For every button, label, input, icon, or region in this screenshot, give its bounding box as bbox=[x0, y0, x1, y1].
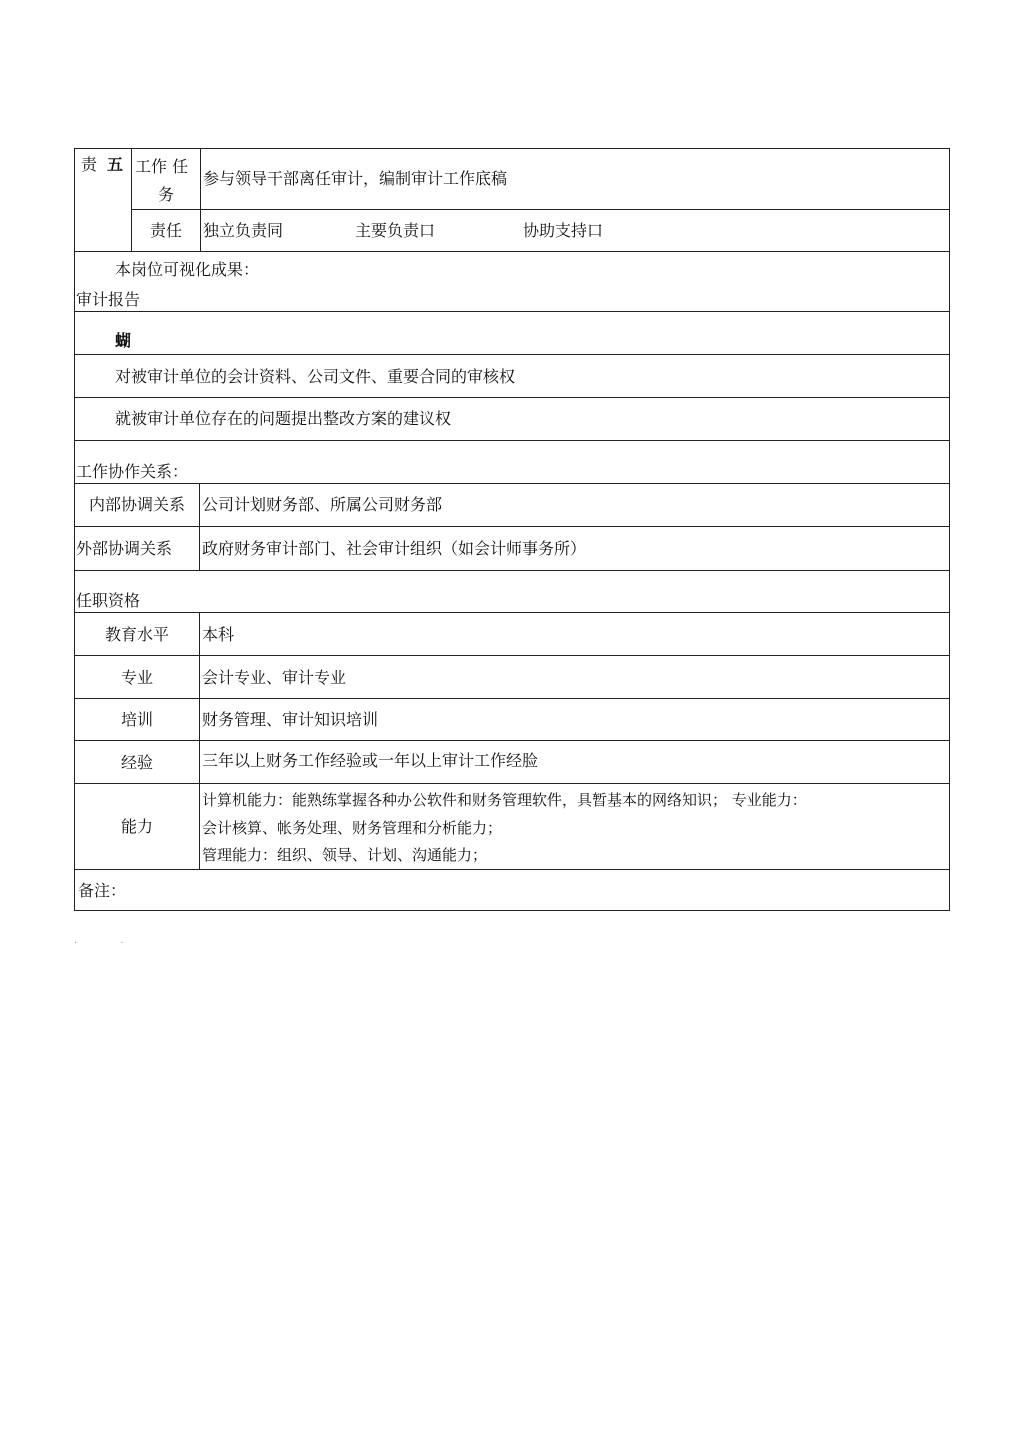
training-row bbox=[75, 698, 949, 740]
visible-results-heading: 本岗位可视化成果： bbox=[115, 260, 260, 279]
major-value: 会计专业、审计专业 bbox=[202, 668, 347, 687]
task-label-cell bbox=[132, 149, 200, 209]
duty5-right bbox=[131, 149, 949, 251]
task-content: 参与领导干部离任审计，编制审计工作底稿 bbox=[203, 169, 508, 188]
job-description-table bbox=[74, 148, 950, 911]
ability-line-3: 管理能力：组织、领导、计划、沟通能力； bbox=[202, 846, 488, 864]
major-value-cell bbox=[199, 656, 949, 698]
resp-option-primary: 主要负责口 bbox=[355, 221, 436, 240]
ability-label: 能力 bbox=[120, 817, 153, 836]
authority-item-2-row bbox=[75, 397, 949, 440]
resp-label: 责任 bbox=[149, 221, 182, 240]
education-row bbox=[75, 612, 949, 655]
authority-item-2: 就被审计单位存在的问题提出整改方案的建议权 bbox=[115, 409, 452, 428]
education-value-cell bbox=[199, 613, 949, 655]
visible-results-row bbox=[75, 251, 949, 311]
remarks-row bbox=[75, 869, 949, 911]
experience-row bbox=[75, 740, 949, 783]
coordination-heading-row bbox=[75, 440, 949, 483]
resp-option-independent: 独立负责同 bbox=[203, 221, 284, 240]
major-row bbox=[75, 655, 949, 698]
scan-artifact: · · bbox=[74, 938, 144, 949]
ability-value-cell bbox=[199, 784, 949, 869]
education-label-cell bbox=[75, 613, 199, 655]
qualifications-heading-row bbox=[75, 570, 949, 612]
task-content-cell bbox=[200, 149, 949, 209]
authority-item-1-row bbox=[75, 354, 949, 397]
experience-label: 经验 bbox=[120, 753, 153, 772]
training-value-cell bbox=[199, 699, 949, 740]
major-label-cell bbox=[75, 656, 199, 698]
internal-coordination-row bbox=[75, 483, 949, 526]
external-value: 政府财务审计部门、社会审计组织（如会计师事务所） bbox=[202, 539, 587, 558]
duty5-side-label bbox=[75, 149, 131, 251]
external-coordination-row bbox=[75, 526, 949, 570]
education-value: 本科 bbox=[202, 625, 235, 644]
experience-label-cell bbox=[75, 741, 199, 783]
training-value: 财务管理、审计知识培训 bbox=[202, 710, 379, 729]
ability-label-cell bbox=[75, 784, 199, 869]
ability-line-1: 计算机能力：能熟练掌握各种办公软件和财务管理软件，具暂基本的网络知识； 专业能力： bbox=[202, 791, 807, 809]
resp-options-cell bbox=[200, 210, 949, 251]
external-label: 外部协调关系 bbox=[76, 539, 173, 558]
authority-item-1: 对被审计单位的会计资料、公司文件、重要合同的审核权 bbox=[115, 367, 516, 386]
qualifications-heading: 任职资格 bbox=[76, 591, 141, 610]
coordination-heading: 工作协作关系： bbox=[76, 462, 189, 481]
internal-label: 内部协调关系 bbox=[88, 495, 185, 514]
experience-value-cell bbox=[199, 741, 949, 783]
training-label: 培训 bbox=[120, 710, 153, 729]
duty5-task-row bbox=[132, 149, 949, 209]
experience-value: 三年以上财务工作经验或一年以上审计工作经脸 bbox=[202, 751, 539, 770]
duty5-block bbox=[75, 149, 949, 251]
remarks-label: 备注： bbox=[78, 881, 127, 900]
visible-results-content: 审计报告 bbox=[76, 290, 141, 309]
external-value-cell bbox=[199, 527, 949, 570]
duty5-resp-row bbox=[132, 209, 949, 251]
authority-heading-row bbox=[75, 311, 949, 354]
resp-option-assist: 协助支持口 bbox=[523, 221, 604, 240]
task-label-line2: 务 bbox=[157, 185, 174, 204]
duty5-label-a: 责 bbox=[81, 155, 98, 174]
authority-heading: 蝴 bbox=[115, 331, 132, 350]
ability-row bbox=[75, 783, 949, 869]
internal-value: 公司计划财务部、所属公司财务部 bbox=[202, 495, 443, 514]
internal-value-cell bbox=[199, 484, 949, 526]
training-label-cell bbox=[75, 699, 199, 740]
resp-label-cell bbox=[132, 210, 200, 251]
external-label-cell bbox=[75, 527, 199, 570]
internal-label-cell bbox=[75, 484, 199, 526]
duty5-label-b: 五 bbox=[107, 155, 124, 174]
major-label: 专业 bbox=[120, 668, 153, 687]
task-label-line1: 工作 任 bbox=[135, 157, 189, 176]
ability-line-2: 会计核算、帐务处理、财务管理和分析能力； bbox=[202, 819, 503, 837]
education-label: 教育水平 bbox=[104, 625, 169, 644]
